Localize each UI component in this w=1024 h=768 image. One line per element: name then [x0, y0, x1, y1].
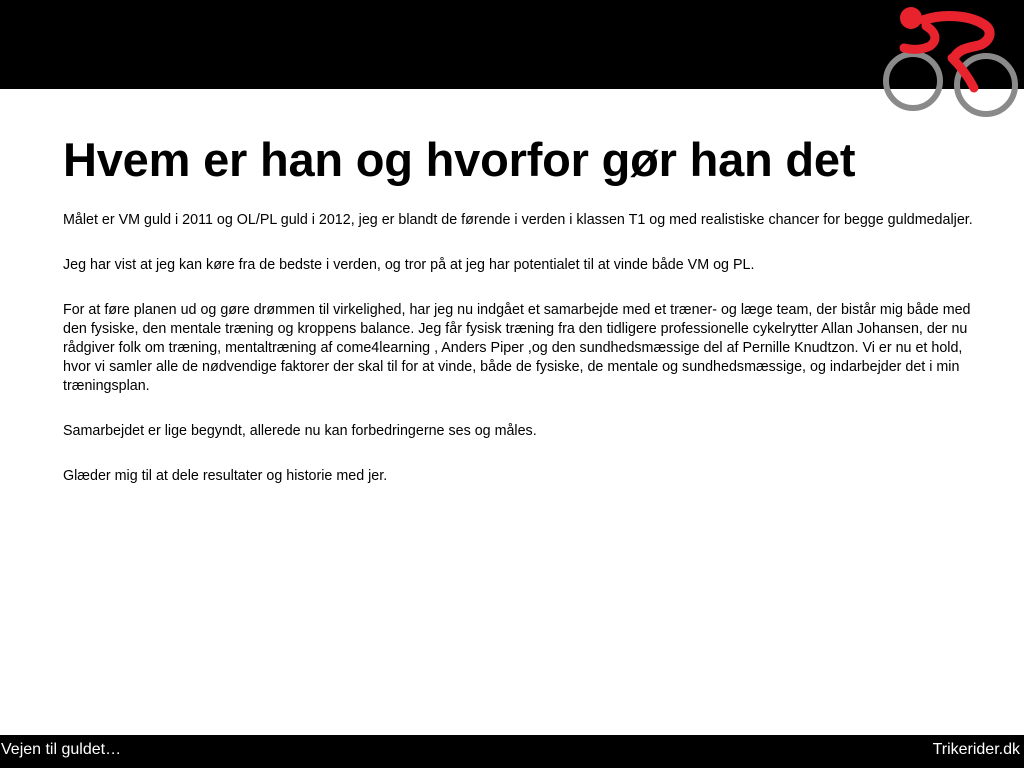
paragraph: Jeg har vist at jeg kan køre fra de bedste i verden, og tror på at jeg har potentialet til at vinde både VM og PL. [63, 257, 755, 273]
slide-body [63, 211, 973, 512]
paragraph: Glæder mig til at dele resultater og historie med jer. [63, 468, 388, 484]
footer-tagline: Vejen til guldet… [1, 741, 122, 758]
paragraph: Samarbejdet er lige begyndt, allerede nu kan forbedringerne ses og måles. [63, 423, 537, 439]
footer-website: Trikerider.dk [932, 741, 1020, 758]
cyclist-logo-icon [882, 0, 1024, 125]
footer-bar [0, 735, 1024, 768]
paragraph: Målet er VM guld i 2011 og OL/PL guld i 2012, jeg er blandt de førende i verden i klassen T1 og med realistiske chancer for begge guldmedaljer. [63, 212, 973, 228]
paragraph: For at føre planen ud og gøre drømmen til virkelighed, har jeg nu indgået et samarbejde med et træner- og læge team, der bistår mig både med den fysiske, den mentale træning og kroppens balance. Jeg får fysisk træning fra den tidligere professionelle cykelrytter Allan Johansen, der nu rådgiver folk om træning, mentaltræning af come4learning , Anders Piper ,og den sundhedsmæssige del af Pernille Knudtzon. Vi er nu et hold, hvor vi samler alle de nødvendige faktorer der skal til for at vinde, både de fysiske, de mentale og sundhedsmæssige, og indarbejder det i min træningsplan. [63, 302, 971, 394]
header-bar [0, 0, 1024, 89]
slide-title: Hvem er han og hvorfor gør han det [63, 133, 856, 186]
